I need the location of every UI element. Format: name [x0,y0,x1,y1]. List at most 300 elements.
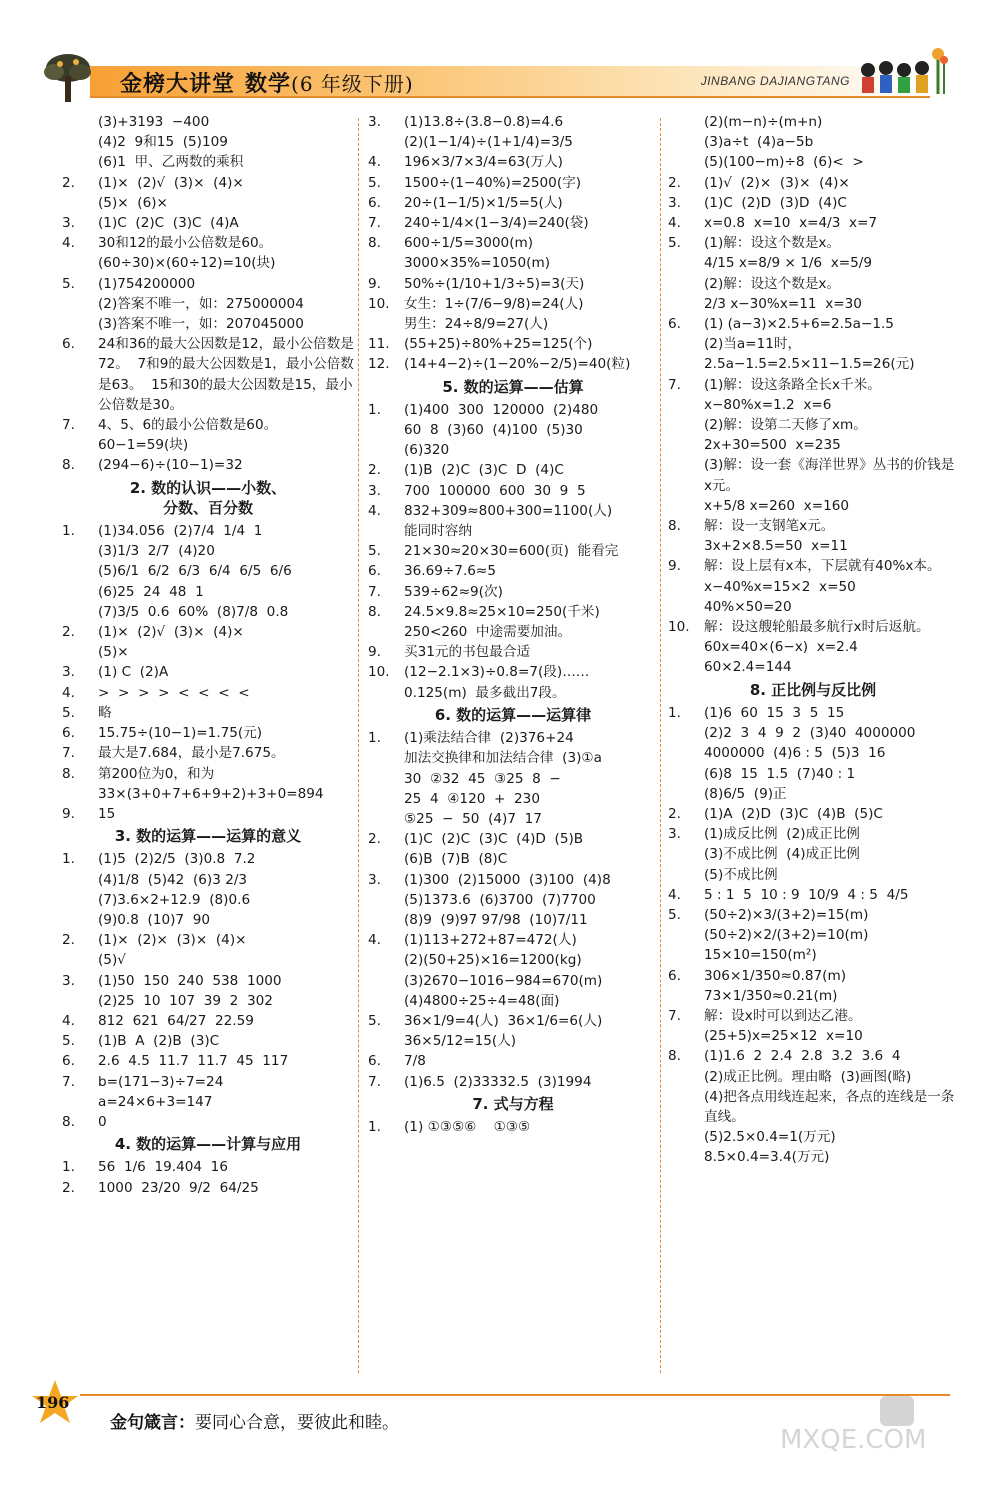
answer-line [668,415,958,435]
question-number [668,435,704,455]
answer-text: (14+4−2)÷(1−20%−2/5)=40(粒) [404,356,631,373]
answer-line [62,890,354,910]
answer-line [62,294,354,314]
answer-text: x−80%x=1.2 x=6 [704,396,832,413]
header-title [120,67,414,98]
answer-text: 40%×50=20 [704,598,792,615]
answer-text: 25 4 ④120 + 230 [404,790,540,807]
question-number: 8. [62,1113,75,1130]
answer-text: 最大是7.684，最小是7.675。 [98,745,285,762]
answer-text: 1000 23/20 9/2 64/25 [98,1179,259,1196]
question-number: 3. [368,114,381,130]
answer-text: 24.5×9.8≈25×10=250(千米) [404,603,600,620]
answer-text: (1) C (2)A [98,664,169,681]
question-number: 7. [368,1073,381,1090]
answer-text: (3)解：设一套《海洋世界》丛书的价钱是x元。 [704,457,955,494]
answer-line [62,112,354,132]
answer-line [368,1031,658,1051]
answer-text: x+5/8 x=260 x=160 [704,497,850,514]
answer-line [62,541,354,561]
question-number: 5. [668,906,681,923]
question-number: 2. [368,462,381,479]
question-number: 9. [368,644,381,661]
answer-text: (1)13.8÷(3.8−0.8)=4.6 [404,114,564,130]
answer-text: (1)400 300 120000 (2)480 [404,401,599,418]
question-number [668,1127,704,1147]
question-number [368,890,404,910]
answer-text: (1)A (2)D (3)C (4)B (5)C [704,805,883,822]
answer-text: (5)2.5×0.4=1(万元) [704,1129,836,1146]
answer-line [62,910,354,930]
question-number: 4. [62,235,75,252]
question-number: 6. [668,316,681,333]
answer-line [368,501,658,521]
answer-line [668,743,958,763]
question-number: 4. [62,684,75,701]
answer-line [668,723,958,743]
answer-line [668,294,958,314]
answer-line [62,582,354,602]
question-number: 8. [62,457,75,474]
answer-line [668,435,958,455]
answer-column-right [668,112,958,1168]
answer-text: x=0.8 x=10 x=4/3 x=7 [704,215,878,232]
answer-text: 306×1/350≈0.87(m) [704,967,847,984]
section-heading: 8. 正比例与反比例 [749,680,877,699]
question-number [368,314,404,334]
answer-line [668,703,958,723]
answer-line [368,789,658,809]
question-number: 2. [62,932,75,949]
question-number [668,274,704,294]
question-number [668,844,704,864]
answer-text: (5)不成比例 [704,866,778,883]
answer-line [62,804,354,824]
question-number: 10. [368,295,390,312]
column-separator [660,118,661,1373]
question-number [668,637,704,657]
question-number: 3. [668,826,681,843]
question-number [668,152,704,172]
answer-line [62,1031,354,1051]
answer-line [368,642,658,662]
answer-text: (4)把各点用线连起来，各点的连线是一条直线。 [704,1088,955,1125]
answer-text: 812 621 64/27 22.59 [98,1012,254,1029]
section-heading: 3. 数的运算——运算的意义 [114,827,302,846]
question-number: 1. [62,523,75,540]
answer-text: (3)a÷t (4)a−5b [704,134,814,151]
answer-text: 0.125(m) 最多截出7段。 [404,684,566,701]
answer-text: 600÷1/5=3000(m) [404,235,534,252]
answer-line [62,132,354,152]
answer-line [62,334,354,415]
answer-text: (6)B (7)B (8)C [404,851,508,868]
question-number [368,769,404,789]
question-number [62,193,98,213]
answer-line [668,1147,958,1167]
question-number: 3. [62,664,75,681]
answer-line [668,1006,958,1026]
question-number [62,602,98,622]
answer-text: (2)2 3 4 9 2 (3)40 4000000 [704,725,916,742]
question-number: 7. [368,215,381,232]
answer-line [62,703,354,723]
answer-line [368,334,658,354]
question-number: 2. [62,624,75,641]
answer-text: (5)1373.6 (6)3700 (7)7700 [404,891,596,908]
answer-line [62,870,354,890]
answer-text: 36.69÷7.6≈5 [404,563,496,580]
question-number [368,849,404,869]
answer-text: (1)1.6 2 2.4 2.8 3.2 3.6 4 [704,1048,901,1065]
grade-label: (6 年级下册) [291,72,414,96]
question-number: 10. [368,664,390,681]
answer-text: 60x=40×(6−x) x=2.4 [704,639,858,656]
answer-text: (5)× (6)× [98,194,168,211]
question-number [368,683,404,703]
answer-text: 略 [98,704,112,721]
answer-text: (2)解：设这个数是x。 [704,275,841,292]
question-number [668,294,704,314]
question-number: 6. [368,194,381,211]
answer-line [62,274,354,294]
answer-text: 能同时容纳 [404,523,472,540]
answer-line [62,435,354,455]
question-number [62,642,98,662]
question-number [368,420,404,440]
kids-illustration-icon [854,46,950,102]
answer-line [62,415,354,435]
answer-text: 男生：24÷8/9=27(人) [404,316,549,333]
answer-line [668,617,958,637]
question-number: 1. [368,730,381,747]
answer-line [368,440,658,460]
section-heading: 5. 数的运算——估算 [442,377,584,396]
question-number [668,945,704,965]
answer-line [368,132,658,152]
answer-text: (2)当a=11时，2.5a−1.5=2.5×11−1.5=26(元) [704,336,915,373]
question-number [368,622,404,642]
answer-line [668,945,958,965]
answer-line [368,152,658,172]
question-number: 8. [368,235,381,252]
answer-line [668,885,958,905]
answer-line [368,193,658,213]
answer-line [368,233,658,253]
question-number: 4. [668,886,681,903]
question-number [62,435,98,455]
question-number [668,723,704,743]
answer-line [668,173,958,193]
answer-line [668,824,958,844]
answer-line [668,764,958,784]
answer-text: (1)B (2)C (3)C D (4)C [404,462,564,479]
question-number [668,132,704,152]
answer-text: (2)(1−1/4)÷(1+1/4)=3/5 [404,134,573,151]
answer-text: (55+25)÷80%+25=125(个) [404,336,593,353]
answer-line [668,986,958,1006]
answer-line [668,536,958,556]
question-number [668,925,704,945]
answer-text: 4000000 (4)6 : 5 (5)3 16 [704,745,886,762]
answer-text: 60 8 (3)60 (4)100 (5)30 [404,422,583,439]
answer-text: 196×3/7×3/4=63(万人) [404,154,563,171]
section-heading: 6. 数的运算——运算律 [434,705,592,724]
answer-text: (25+5)x=25×12 x=10 [704,1028,863,1045]
question-number [368,950,404,970]
question-number [668,597,704,617]
answer-text: (50÷2)×3/(3+2)=15(m) [704,906,869,923]
question-number: 4. [62,1012,75,1029]
answer-line [62,455,354,475]
answer-line [62,1092,354,1112]
question-number: 2. [62,1179,75,1196]
answer-line [668,1026,958,1046]
watermark-text: MXQE.COM [780,1425,927,1454]
question-number [62,910,98,930]
answer-line [668,132,958,152]
answer-text: 4/15 x=8/9 × 1/6 x=5/9 [704,255,873,272]
question-number: 5. [368,174,381,191]
question-number: 4. [368,502,381,519]
answer-line [62,1051,354,1071]
answer-text: 解：设一支钢笔x元。 [704,518,835,535]
question-number [368,991,404,1011]
question-number [368,132,404,152]
question-number: 11. [368,336,390,353]
question-number: 3. [368,482,381,499]
question-number [62,991,98,1011]
question-number [368,971,404,991]
answer-text: 250<260 中途需要加油。 [404,624,572,641]
answer-text: 21×30≈20×30=600(页) 能看完 [404,543,619,560]
answer-line [62,314,354,334]
answer-line [668,966,958,986]
answer-line [368,769,658,789]
question-number [368,1031,404,1051]
answer-line [368,971,658,991]
page-footer [0,1384,1000,1454]
question-number: 9. [62,805,75,822]
question-number [62,870,98,890]
answer-text: (50÷2)×2/(3+2)=10(m) [704,927,869,944]
question-number [668,536,704,556]
question-number [62,1092,98,1112]
question-number: 6. [368,1053,381,1070]
answer-text: (1)300 (2)15000 (3)100 (4)8 [404,871,611,888]
answer-text: > > > > < < < < [98,684,250,701]
answer-line [368,274,658,294]
answer-text: (3)答案不唯一，如：207045000 [98,316,304,333]
answer-text: 3000×35%=1050(m) [404,255,551,272]
question-number [668,1026,704,1046]
answer-text: (2)(m−n)÷(m+n) [704,114,823,130]
answer-text: (1)√ (2)× (3)× (4)× [704,174,850,191]
question-number: 6. [368,563,381,580]
question-number: 3. [62,215,75,232]
answer-text: (1)34.056 (2)7/4 1/4 1 [98,523,263,540]
answer-text: 第200位为0，和为33×(3+0+7+6+9+2)+3+0=894 [98,765,324,802]
answer-text: (1)解：设这条路全长x千米。 [704,376,881,393]
answer-text: (2)25 10 107 39 2 302 [98,992,273,1009]
section-heading: 7. 式与方程 [472,1094,554,1113]
question-number [368,440,404,460]
question-number: 5. [668,235,681,252]
answer-text: (1)C (2)C (3)C (4)D (5)B [404,831,584,848]
answer-line [368,728,658,748]
question-number [62,294,98,314]
answer-text: (1)× (2)√ (3)× (4)× [98,624,244,641]
answer-line [668,905,958,925]
question-number [668,1147,704,1167]
answer-text: (2)成正比例。理由略 (3)画图(略) [704,1068,912,1085]
answer-text: 4、5、6的最小公倍数是60。 [98,417,278,434]
question-number [368,910,404,930]
question-number: 5. [368,543,381,560]
answer-text: 8.5×0.4=3.4(万元) [704,1149,830,1166]
answer-line [368,253,658,273]
answer-line [62,1072,354,1092]
question-number: 5. [62,1033,75,1050]
answer-line [62,1157,354,1177]
question-number [668,455,704,495]
answer-text: a=24×6+3=147 [98,1093,213,1110]
answer-text: (5)× [98,644,129,661]
answer-text: 买31元的书包最合适 [404,644,531,661]
answer-text: (4)2 9和15 (5)109 [98,134,228,151]
answer-text: 加法交换律和加法结合律 (3)①a [404,750,602,767]
answer-line [368,1011,658,1031]
answer-text: (6)1 甲、乙两数的乘积 [98,154,244,171]
answer-line [368,173,658,193]
answer-line [62,743,354,763]
answer-line [668,152,958,172]
question-number: 12. [368,356,390,373]
question-number: 8. [668,518,681,535]
answer-line [368,748,658,768]
answer-text: (6)8 15 1.5 (7)40 : 1 [704,765,856,782]
column-separator [358,118,359,1373]
answer-line [668,496,958,516]
answer-line [668,375,958,395]
answer-line [368,991,658,1011]
watermark-logo [760,1394,970,1454]
answer-text: 15×10=150(m²) [704,947,817,964]
question-number: 4. [368,932,381,949]
answer-text: (60÷30)×(60÷12)=10(块) [98,255,276,272]
answer-text: 50%÷(1/10+1/3÷5)=3(天) [404,275,585,292]
answer-text: (5)6/1 6/2 6/3 6/4 6/5 6/6 [98,563,292,580]
answer-text: (9)0.8 (10)7 90 [98,911,211,928]
answer-text: 解：设上层有x本，下层就有40%x本。 [704,558,941,575]
motto [110,1408,399,1433]
answer-line [668,253,958,273]
question-number [668,865,704,885]
section-heading: 2. 数的认识——小数、 分数、百分数 [129,478,287,517]
question-number: 1. [62,1159,75,1176]
answer-line [668,334,958,374]
question-number [668,764,704,784]
answer-line [668,1127,958,1147]
question-number: 3. [368,871,381,888]
answer-text: 15 [98,805,116,822]
answer-line [62,950,354,970]
answer-line [368,930,658,950]
question-number: 2. [668,805,681,822]
answer-line [668,637,958,657]
question-number [368,253,404,273]
answer-line [368,849,658,869]
answer-text: 3x+2×8.5=50 x=11 [704,538,848,555]
answer-line [668,844,958,864]
answer-text: b=(171−3)÷7=24 [98,1073,224,1090]
question-number: 1. [62,851,75,868]
answer-line [62,561,354,581]
answer-line [368,213,658,233]
question-number [668,253,704,273]
answer-line [62,849,354,869]
answer-line [368,481,658,501]
answer-column-left [62,112,354,1198]
answer-line [62,642,354,662]
question-number [62,582,98,602]
question-number: 7. [62,1073,75,1090]
answer-line [368,561,658,581]
question-number: 6. [668,967,681,984]
motto-label: 金句箴言： [110,1413,195,1433]
question-number: 1. [368,401,381,418]
answer-text: 解：设x时可以到达乙港。 [704,1007,862,1024]
answer-text: (1)6 60 15 3 5 15 [704,704,845,721]
answer-line [62,991,354,1011]
answer-text: 60−1=59(块) [98,437,189,454]
section-heading: 4. 数的运算——计算与应用 [114,1135,302,1154]
question-number [62,132,98,152]
question-number [668,395,704,415]
header-english-title: JINBANG DAJIANGTANG [700,74,850,88]
question-number: 4. [668,215,681,232]
answer-text: (7)3.6×2+12.9 (8)0.6 [98,891,251,908]
answer-text: (1) ①③⑤⑥ ①③⑤ [404,1118,531,1135]
answer-text: (5)(100−m)÷8 (6)< > [704,154,864,171]
answer-line [368,294,658,314]
answer-line [368,829,658,849]
question-number [62,561,98,581]
answer-text: 20÷(1−1/5)×1/5=5(人) [404,194,563,211]
answer-text: (3)+3193 −400 [98,114,210,130]
motto-text: 要同心合意，要彼此和睦。 [195,1413,399,1433]
question-number: 9. [668,558,681,575]
answer-text: (1)754200000 [98,275,196,292]
question-number [668,415,704,435]
answer-text: 2.6 4.5 11.7 11.7 45 117 [98,1053,289,1070]
page-header [40,60,950,100]
question-number [668,1087,704,1127]
answer-text: 240÷1/4×(1−3/4)=240(袋) [404,215,589,232]
answer-text: 60×2.4=144 [704,659,792,676]
answer-line [368,354,658,374]
question-number [62,112,98,132]
page-number: 196 [36,1393,70,1412]
answer-text: (1)C (2)D (3)D (4)C [704,194,847,211]
answer-text: ⑤25 − 50 (4)7 17 [404,810,542,827]
answer-text: 36×1/9=4(人) 36×1/6=6(人) [404,1012,603,1029]
question-number: 7. [62,745,75,762]
question-number: 10. [668,619,690,636]
answer-line [62,1178,354,1198]
answer-text: (6)25 24 48 1 [98,583,204,600]
answer-text: (1) (a−3)×2.5+6=2.5a−1.5 [704,316,894,333]
